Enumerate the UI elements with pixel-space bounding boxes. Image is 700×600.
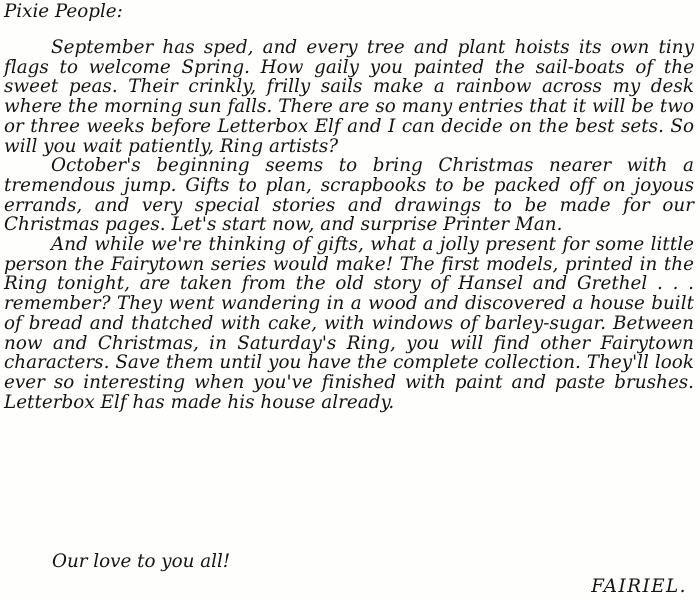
letter-paragraph: And while we're thinking of gifts, what a jolly present for some little person the Fairytown series would make! The first models, printed in the Ring tonight, are taken from the old story of Hansel and Grethel . . . remember? They went wandering in a wood and discovered a house built of bread and thatched with cake, with windows of barley-sugar. Between now and Christmas, in Saturday's Ring, you will find other Fairytown characters. Save them until you have the complete collection. They'll look ever so interesting when you've finished with paint and paste brushes. Letterbox Elf has made his house already. [4, 234, 694, 413]
letter-paragraph: October's beginning seems to bring Christmas nearer with a tremendous jump. Gifts to plan, scrapbooks to be packed off on joyous errands, and very special stories and drawings to be made for our Christmas pages. Let's start now, and surprise Printer Man. [4, 155, 694, 236]
letter-body [4, 38, 694, 412]
letter-salutation: Pixie People: [4, 1, 123, 22]
letter-paragraph: September has sped, and every tree and plant hoists its own tiny flags to welcome Spring. How gaily you painted the sail-boats of the sweet peas. Their crinkly, frilly sails make a rainbow across my desk where the morning sun falls. There are so many entries that it will be two or three weeks before Letterbox Elf and I can decide on the best sets. So will you wait patiently, Ring artists? [4, 37, 694, 157]
letter-signature: FAIRIEL. [591, 576, 687, 597]
letter-closing: Our love to you all! [52, 551, 231, 572]
